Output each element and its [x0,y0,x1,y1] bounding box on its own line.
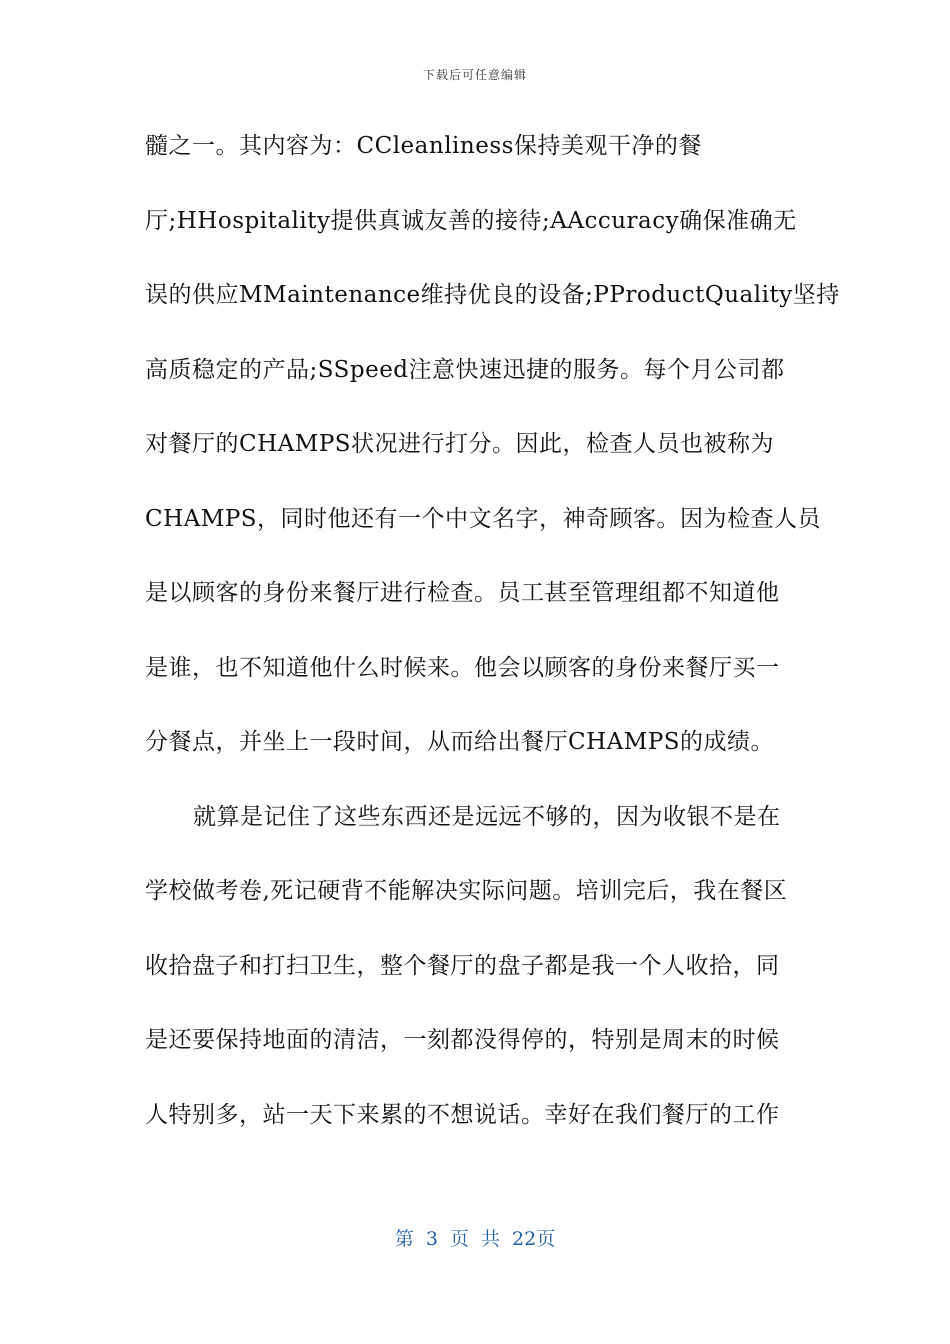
paragraph-start-line: 就算是记住了这些东西还是远远不够的，因为收银不是在 [193,803,781,830]
text-line: 对餐厅的CHAMPS状况进行打分。因此，检查人员也被称为 [145,431,775,457]
text-line: 人特别多，站一天下来累的不想说话。幸好在我们餐厅的工作 [145,1101,780,1128]
text-line: 收拾盘子和打扫卫生，整个餐厅的盘子都是我一个人收拾，同 [145,952,780,979]
text-line: 学校做考卷,死记硬背不能解决实际问题。培训完后，我在餐区 [145,878,788,904]
text-line: 是谁，也不知道他什么时候来。他会以顾客的身份来餐厅买一 [145,654,780,681]
text-line: 厅;HHospitality提供真诚友善的接待;AAccuracy确保准确无 [145,207,797,234]
page-header: 下载后可任意编辑 [422,68,527,82]
text-line: 高质稳定的产品;SSpeed注意快速迅捷的服务。每个月公司都 [145,356,785,383]
text-line: 髓之一。其内容为：CCleanliness保持美观干净的餐 [145,133,702,159]
text-line: 是还要保持地面的清洁，一刻都没得停的，特别是周末的时候 [145,1027,780,1053]
page-number-footer: 第 3 页 共 22页 [394,1228,556,1250]
text-line: 是以顾客的身份来餐厅进行检查。员工甚至管理组都不知道他 [145,580,780,606]
text-line: CHAMPS，同时他还有一个中文名字，神奇顾客。因为检查人员 [145,505,822,532]
document-body [145,118,840,1161]
text-line: 误的供应MMaintenance维持优良的设备;PProductQuality坚持 [145,282,840,308]
text-line: 分餐点，并坐上一段时间，从而给出餐厅CHAMPS的成绩。 [145,729,775,755]
